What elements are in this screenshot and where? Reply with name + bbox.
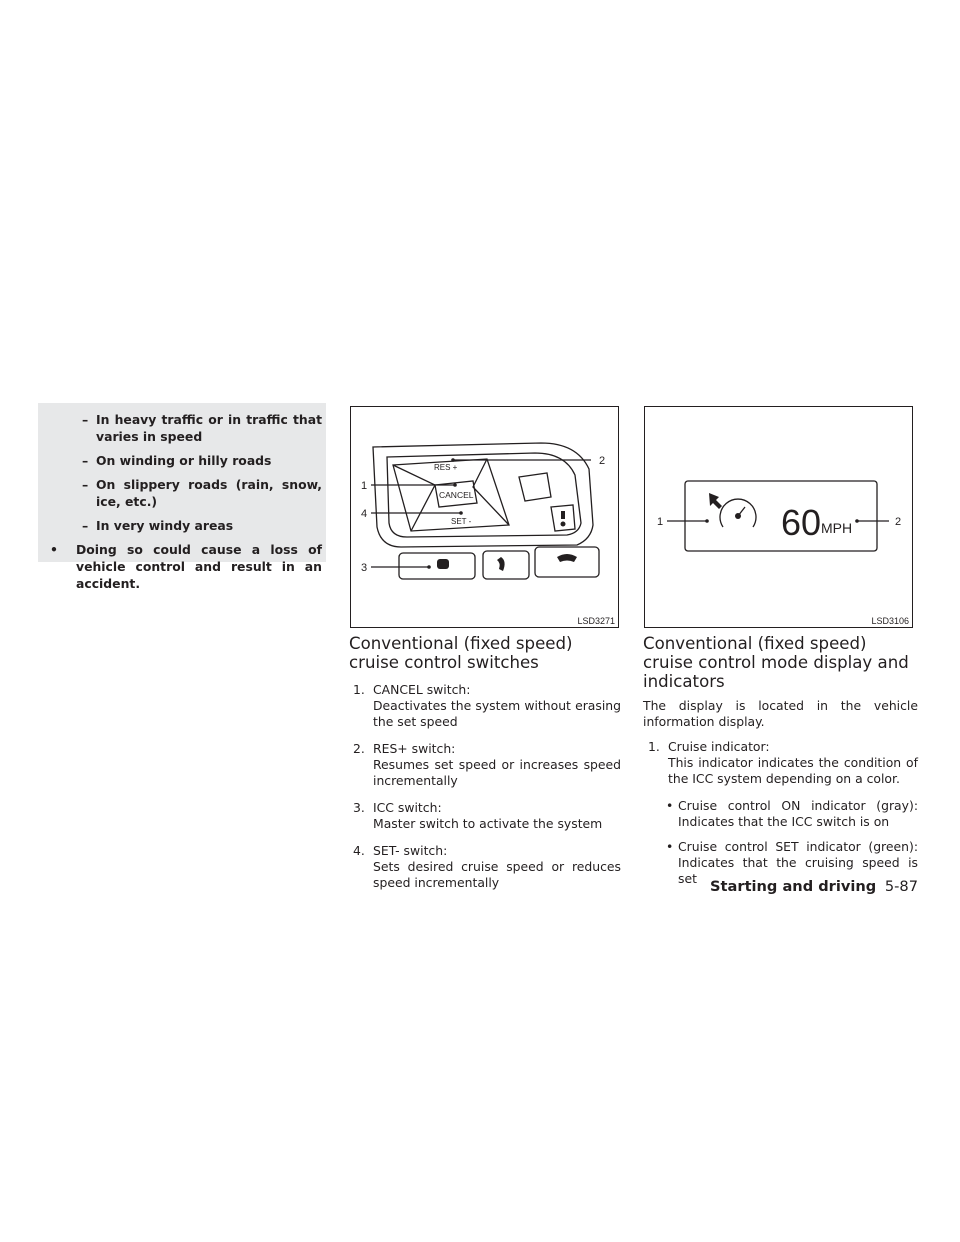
warning-item: – In very windy areas (82, 518, 234, 533)
warning-item: – On winding or hilly roads (82, 453, 272, 468)
list-item: 1. CANCEL switch: Deactivates the system without erasing the set speed (353, 682, 621, 729)
speed-value: 60 (781, 502, 822, 543)
callout-1: 1 (361, 480, 368, 492)
cruise-display-illustration (644, 406, 913, 628)
list-item: 1. Cruise indicator: This indicator indicates the condition of the ICC system depending on a color. (648, 739, 918, 786)
indicator-list (648, 739, 918, 887)
display-drawing (645, 407, 912, 627)
res-key-label: RES + (434, 463, 458, 472)
list-item: 4. SET- switch: Sets desired cruise speed or reduces speed incrementally (353, 843, 621, 890)
callout-2: 2 (599, 455, 606, 467)
warning-item: – In heavy traffic or in traffic that varies in speed (82, 412, 322, 444)
callout-4: 4 (361, 508, 368, 520)
warning-box (38, 403, 326, 591)
callout-2: 2 (895, 516, 902, 528)
set-key-label: SET - (451, 517, 472, 526)
list-item: 2. RES+ switch: Resumes set speed or increases speed incrementally (353, 741, 621, 788)
cruise-switch-illustration (350, 406, 619, 628)
sub-bullet: • Cruise control ON indicator (gray): Indicates that the ICC switch is on (666, 798, 918, 829)
list-item: 3. ICC switch: Master switch to activate the system (353, 800, 603, 831)
speed-unit: MPH (821, 520, 853, 536)
figure-code: LSD3271 (577, 616, 615, 626)
warning-item: – On slippery roads (rain, snow, ice, etc.) (82, 477, 322, 509)
figure-code: LSD3106 (871, 616, 909, 626)
warning-item: • Doing so could cause a loss of vehicle control and result in an accident. (50, 542, 322, 591)
page-number: 5-87 (884, 878, 918, 895)
switch-list (353, 682, 621, 902)
footer-section-title: Starting and driving (710, 878, 877, 895)
section-heading: Conventional (fixed speed) cruise control mode display and indicators (643, 634, 909, 691)
switch-panel-drawing (351, 407, 618, 627)
section-heading: Conventional (fixed speed) cruise control switches (349, 634, 573, 672)
intro-paragraph: The display is located in the vehicle information display. (643, 698, 918, 729)
callout-1: 1 (657, 516, 664, 528)
page-footer (710, 878, 918, 896)
cancel-key-label: CANCEL (439, 490, 474, 500)
callout-3: 3 (361, 562, 368, 574)
sub-bullet: • Cruise control SET indicator (green): Indicates that the cruising speed is set (666, 839, 918, 886)
